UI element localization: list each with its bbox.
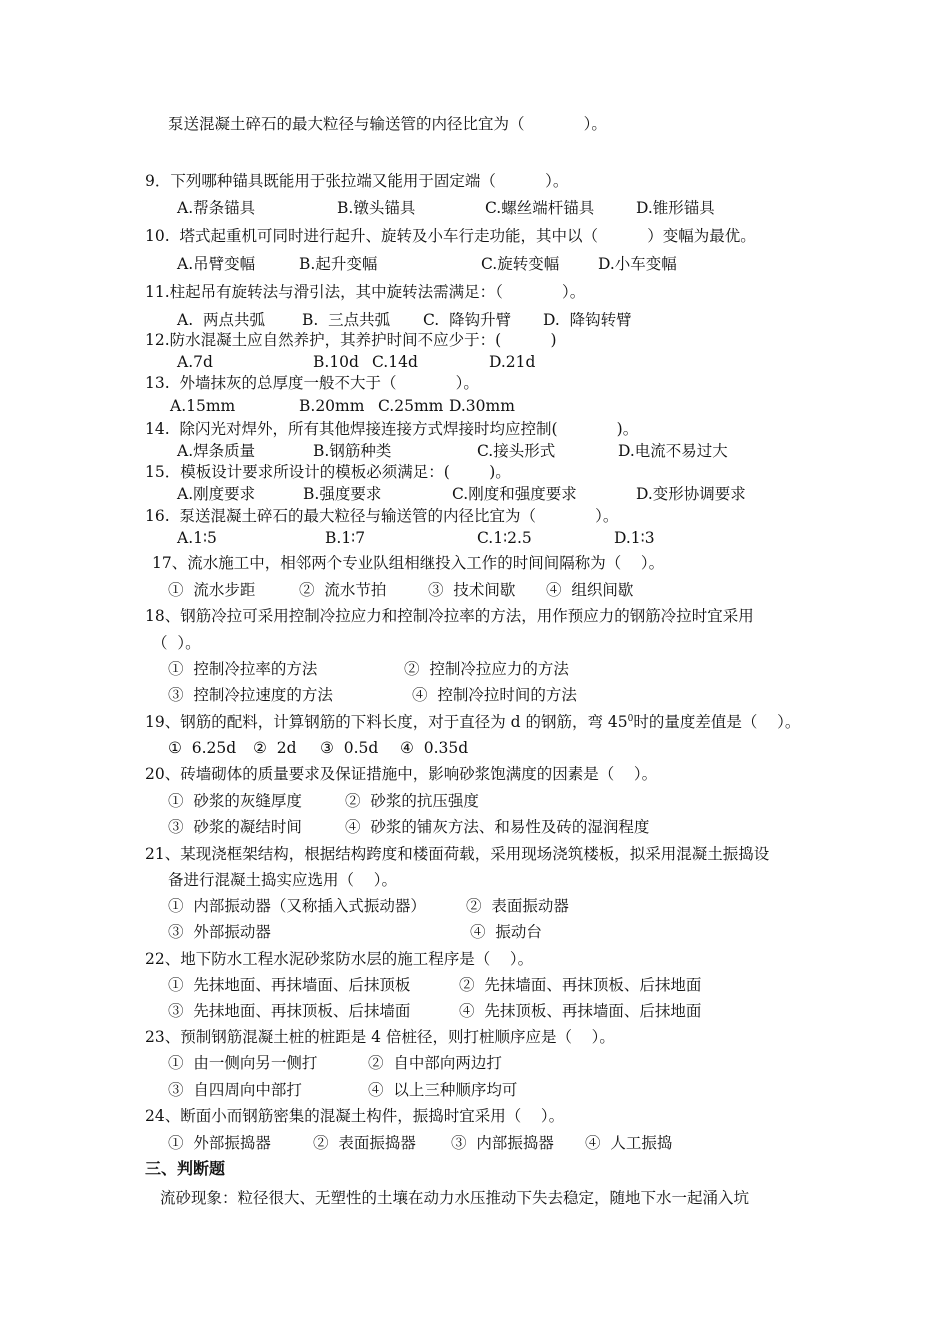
question-18-option-4: ④ 控制冷拉时间的方法 [412, 686, 577, 704]
question-19-stem-post: 时的量度差值是（ ）。 [633, 713, 801, 732]
question-11-option-b: B. 三点共弧 [302, 311, 391, 329]
question-23-stem: 23、预制钢筋混凝土桩的桩距是 4 倍桩径，则打桩顺序应是（ ）。 [145, 1028, 615, 1046]
question-15-option-d: D.变形协调要求 [636, 485, 746, 503]
question-24-stem: 24、断面小而钢筋密集的混凝土构件，振捣时宜采用（ ）。 [145, 1107, 565, 1125]
question-9-option-c: C.螺丝端杆锚具 [485, 199, 595, 217]
question-11-stem: 11.柱起吊有旋转法与滑引法，其中旋转法需满足：（ ）。 [145, 283, 586, 301]
question-20-option-3: ③ 砂浆的凝结时间 [168, 818, 302, 836]
question-12-option-c: C.14d [372, 353, 418, 371]
question-13-option-a: A.15mm [170, 397, 236, 415]
question-24-option-2: ② 表面振捣器 [313, 1134, 416, 1152]
question-12-option-b: B.10d [313, 353, 359, 371]
question-12-option-a: A.7d [177, 353, 213, 371]
question-18-option-2: ② 控制冷拉应力的方法 [404, 660, 569, 678]
question-9-option-b: B.镦头锚具 [337, 199, 416, 217]
question-21-stem-continued: 备进行混凝土捣实应选用（ ）。 [168, 871, 397, 889]
question-14-stem: 14. 除闪光对焊外，所有其他焊接连接方式焊接时均应控制( )。 [145, 420, 639, 438]
question-24-option-1: ① 外部振捣器 [168, 1134, 271, 1152]
question-9-stem: 9．下列哪种锚具既能用于张拉端又能用于固定端（ ）。 [145, 172, 569, 190]
question-22-option-3: ③ 先抹地面、再抹顶板、后抹墙面 [168, 1002, 411, 1020]
question-9-option-a: A.帮条锚具 [177, 199, 256, 217]
question-15-option-a: A.刚度要求 [177, 485, 256, 503]
question-21-option-4: ④ 振动台 [470, 923, 542, 941]
question-10-option-d: D.小车变幅 [598, 255, 677, 273]
question-16-option-a: A.1∶5 [177, 529, 217, 547]
question-19-option-4: ④ 0.35d [400, 739, 469, 757]
question-13-stem: 13. 外墙抹灰的总厚度一般不大于（ ）。 [145, 374, 479, 392]
question-19-stem [145, 715, 800, 731]
question-13-option-d: D.30mm [449, 397, 515, 415]
question-17-option-4: ④ 组织间歇 [546, 581, 634, 599]
question-14-option-b: B.钢筋种类 [313, 442, 392, 460]
question-13-option-b: B.20mm [299, 397, 365, 415]
question-11-option-a: A. 两点共弧 [177, 311, 265, 329]
question-15-stem: 15．模板设计要求所设计的模板必须满足：( )。 [145, 463, 511, 481]
question-11-option-d: D. 降钩转臂 [543, 311, 632, 329]
question-17-option-3: ③ 技术间歇 [428, 581, 516, 599]
question-12-stem: 12.防水混凝土应自然养护，其养护时间不应少于：( ) [145, 331, 557, 349]
question-18-option-1: ① 控制冷拉率的方法 [168, 660, 318, 678]
question-11-option-c: C. 降钩升臂 [423, 311, 512, 329]
question-23-option-2: ② 自中部向两边打 [368, 1054, 502, 1072]
question-22-option-1: ① 先抹地面、再抹墙面、后抹顶板 [168, 976, 411, 994]
question-16-option-b: B.1∶7 [325, 529, 366, 547]
question-21-option-2: ② 表面振动器 [466, 897, 569, 915]
question-9-option-d: D.锥形锚具 [636, 199, 715, 217]
question-23-option-4: ④ 以上三种顺序均可 [368, 1081, 518, 1099]
question-10-option-a: A.吊臂变幅 [177, 255, 256, 273]
question-15-option-c: C.刚度和强度要求 [452, 485, 577, 503]
question-15-option-b: B.强度要求 [303, 485, 382, 503]
question-16-stem: 16. 泵送混凝土碎石的最大粒径与输送管的内径比宜为（ ）。 [145, 507, 619, 525]
question-21-option-3: ③ 外部振动器 [168, 923, 271, 941]
question-22-option-4: ④ 先抹顶板、再抹墙面、后抹地面 [459, 1002, 702, 1020]
question-24-option-4: ④ 人工振捣 [585, 1134, 673, 1152]
question-20-stem: 20、砖墙砌体的质量要求及保证措施中，影响砂浆饱满度的因素是（ ）。 [145, 765, 658, 783]
question-19-option-2: ② 2d [253, 739, 297, 757]
question-18-stem-continued: （ ）。 [152, 634, 201, 652]
question-18-option-3: ③ 控制冷拉速度的方法 [168, 686, 333, 704]
question-24-option-3: ③ 内部振捣器 [451, 1134, 554, 1152]
question-17-option-1: ① 流水步距 [168, 581, 256, 599]
question-10-stem: 10. 塔式起重机可同时进行起升、旋转及小车行走功能，其中以（ ）变幅为最优。 [145, 227, 756, 245]
question-23-option-3: ③ 自四周向中部打 [168, 1081, 302, 1099]
question-23-option-1: ① 由一侧向另一侧打 [168, 1054, 318, 1072]
question-18-stem: 18、钢筋冷拉可采用控制冷拉应力和控制冷拉率的方法，用作预应力的钢筋冷拉时宜采用 [145, 607, 754, 625]
question-14-option-a: A.焊条质量 [177, 442, 256, 460]
question-19-option-3: ③ 0.5d [320, 739, 379, 757]
question-20-option-4: ④ 砂浆的铺灰方法、和易性及砖的湿润程度 [345, 818, 650, 836]
question-17-option-2: ② 流水节拍 [299, 581, 387, 599]
question-20-option-2: ② 砂浆的抗压强度 [345, 792, 479, 810]
section-3-first-line: 流砂现象：粒径很大、无塑性的土壤在动力水压推动下失去稳定，随地下水一起涌入坑 [160, 1189, 750, 1207]
question-20-option-1: ① 砂浆的灰缝厚度 [168, 792, 302, 810]
question-14-option-d: D.电流不易过大 [618, 442, 728, 460]
question-10-option-c: C.旋转变幅 [481, 255, 560, 273]
question-10-option-b: B.起升变幅 [299, 255, 378, 273]
question-19-degree-sup: 0 [627, 714, 634, 724]
question-16-option-d: D.1∶3 [614, 529, 655, 547]
question-22-stem: 22、地下防水工程水泥砂浆防水层的施工程序是（ ）。 [145, 950, 534, 968]
question-17-stem: 17、流水施工中，相邻两个专业队组相继投入工作的时间间隔称为（ ）。 [152, 554, 665, 572]
question-14-option-c: C.接头形式 [477, 442, 556, 460]
intro-line: 泵送混凝土碎石的最大粒径与输送管的内径比宜为（ ）。 [168, 115, 607, 133]
question-19-option-1: ① 6.25d [168, 739, 237, 757]
question-21-stem: 21、某现浇框架结构，根据结构跨度和楼面荷载，采用现场浇筑楼板，拟采用混凝土振捣设 [145, 845, 770, 863]
question-21-option-1: ① 内部振动器（又称插入式振动器） [168, 897, 426, 915]
question-13-option-c: C.25mm [378, 397, 444, 415]
question-19-stem-pre: 19、钢筋的配料，计算钢筋的下料长度，对于直径为 d 的钢筋，弯 45 [145, 713, 628, 732]
question-16-option-c: C.1∶2.5 [477, 529, 532, 547]
question-22-option-2: ② 先抹墙面、再抹顶板、后抹地面 [459, 976, 702, 994]
question-12-option-d: D.21d [489, 353, 536, 371]
section-3-title: 三、判断题 [145, 1159, 226, 1178]
